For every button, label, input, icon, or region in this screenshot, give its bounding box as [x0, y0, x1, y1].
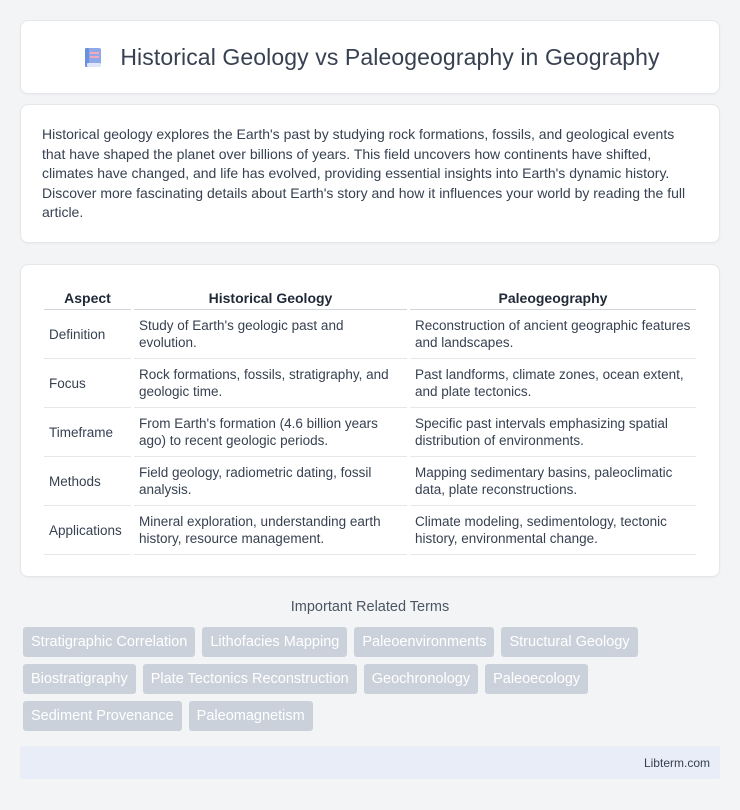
table-row	[44, 408, 696, 457]
tag-structural-geology[interactable]: Structural Geology	[501, 627, 637, 657]
footer	[20, 746, 720, 779]
row-aspect: Definition	[44, 310, 131, 359]
table-row	[44, 359, 696, 408]
row-aspect: Methods	[44, 457, 131, 506]
row-historical-geology: Field geology, radiometric dating, fossil analysis.	[134, 457, 407, 506]
row-aspect: Applications	[44, 506, 131, 555]
row-paleogeography: Reconstruction of ancient geographic features and landscapes.	[410, 310, 696, 359]
table-row	[44, 310, 696, 359]
row-historical-geology: Study of Earth's geologic past and evolution.	[134, 310, 407, 359]
tag-paleoenvironments[interactable]: Paleoenvironments	[354, 627, 494, 657]
row-aspect: Timeframe	[44, 408, 131, 457]
header-aspect: Aspect	[44, 285, 131, 310]
intro-text: Historical geology explores the Earth's past by studying rock formations, fossils, and geological events that have shaped the planet over billions of years. This field uncovers how continents have shifted, climates have changed, and life has evolved, providing essential insights into Earth's dynamic history. Discover more fascinating details about Earth's story and how it influences your world by reading the full article.	[42, 126, 686, 220]
tag-biostratigraphy[interactable]: Biostratigraphy	[23, 664, 136, 694]
tag-stratigraphic-correlation[interactable]: Stratigraphic Correlation	[23, 627, 195, 657]
row-paleogeography: Past landforms, climate zones, ocean extent, and plate tectonics.	[410, 359, 696, 408]
row-paleogeography: Climate modeling, sedimentology, tectonic history, environmental change.	[410, 506, 696, 555]
book-icon	[80, 44, 106, 70]
table-row	[44, 506, 696, 555]
title-card	[20, 20, 720, 94]
table-header-row	[44, 285, 696, 310]
comparison-table-card	[20, 264, 720, 577]
row-historical-geology: Mineral exploration, understanding earth history, resource management.	[134, 506, 407, 555]
row-historical-geology: Rock formations, fossils, stratigraphy, and geologic time.	[134, 359, 407, 408]
tag-plate-tectonics-reconstruction[interactable]: Plate Tectonics Reconstruction	[143, 664, 357, 694]
related-terms-title: Important Related Terms	[290, 599, 450, 615]
row-paleogeography: Specific past intervals emphasizing spatial distribution of environments.	[410, 408, 696, 457]
row-historical-geology: From Earth's formation (4.6 billion years ago) to recent geologic periods.	[134, 408, 407, 457]
tag-paleomagnetism[interactable]: Paleomagnetism	[189, 701, 313, 731]
tag-geochronology[interactable]: Geochronology	[364, 664, 478, 694]
tag-paleoecology[interactable]: Paleoecology	[485, 664, 588, 694]
table-row	[44, 457, 696, 506]
intro-card	[20, 104, 720, 243]
row-aspect: Focus	[44, 359, 131, 408]
row-paleogeography: Mapping sedimentary basins, paleoclimatic data, plate reconstructions.	[410, 457, 696, 506]
tag-sediment-provenance[interactable]: Sediment Provenance	[23, 701, 182, 731]
comparison-table	[41, 285, 699, 555]
page-title: Historical Geology vs Paleogeography in Geography	[120, 43, 660, 70]
related-terms-tags	[20, 627, 720, 731]
footer-site-link[interactable]: Libterm.com	[643, 755, 710, 770]
related-terms-section	[20, 599, 720, 731]
header-paleogeography: Paleogeography	[410, 285, 696, 310]
tag-lithofacies-mapping[interactable]: Lithofacies Mapping	[202, 627, 347, 657]
header-historical-geology: Historical Geology	[134, 285, 407, 310]
